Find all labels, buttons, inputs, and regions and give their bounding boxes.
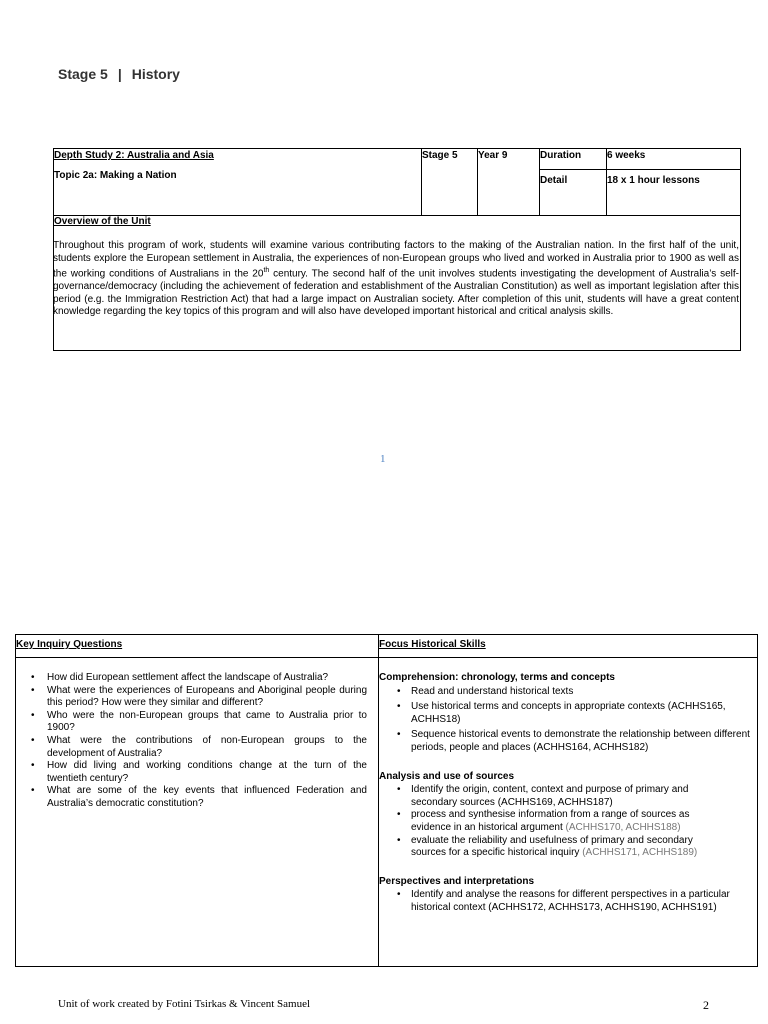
depth-study-title: Depth Study 2: Australia and Asia xyxy=(54,150,214,161)
list-item: • Sequence historical events to demonstrate the relationship between different periods, people and places (ACHHS164, ACHHS182) xyxy=(379,729,757,754)
perspectives-heading: Perspectives and interpretations xyxy=(379,875,535,887)
perspectives-list xyxy=(379,889,757,914)
overview-superscript: th xyxy=(263,267,270,275)
table-divider-duration xyxy=(539,169,741,170)
page-header xyxy=(58,66,180,82)
list-item: • What are some of the key events that influenced Federation and Australia’s democratic constitution? xyxy=(15,785,367,810)
list-item xyxy=(379,809,757,834)
footer-credit: Unit of work created by Fotini Tsirkas & Vincent Samuel xyxy=(58,998,311,1010)
overview-text xyxy=(53,240,739,319)
table-border-right xyxy=(740,148,741,351)
table-border-bottom xyxy=(53,350,741,351)
list-item: • Use historical terms and concepts in appropriate contexts (ACHHS165, ACHHS18) xyxy=(379,701,757,726)
key-inquiry-heading: Key Inquiry Questions xyxy=(16,639,123,650)
list-item: • How did European settlement affect the landscape of Australia? xyxy=(15,672,367,685)
detail-label: Detail xyxy=(540,175,568,186)
stage-label: Stage 5 xyxy=(58,66,108,82)
topic-title: Topic 2a: Making a Nation xyxy=(54,170,177,181)
analysis-heading: Analysis and use of sources xyxy=(379,770,515,782)
page-number: 2 xyxy=(703,998,709,1012)
list-item: • Identify the origin, content, context and purpose of primary and secondary sources (ACHHS169, ACHHS187) xyxy=(379,784,757,809)
page-marker: 1 xyxy=(380,453,386,465)
list-item: • What were the contributions of non-European groups to the development of Australia? xyxy=(15,735,367,760)
analysis-item-text: evaluate the reliability and usefulness of primary and secondary sources for a specific historical inquiry xyxy=(411,834,693,859)
table-border-right xyxy=(757,634,758,967)
table-border-top xyxy=(15,634,758,635)
list-item: • What were the experiences of Europeans and Aboriginal people during this period? How were they similar and different? xyxy=(15,685,367,710)
list-item: • Who were the non-European groups that came to Australia prior to 1900? xyxy=(15,710,367,735)
list-item xyxy=(379,835,757,860)
overview-heading: Overview of the Unit xyxy=(54,216,151,227)
stage-cell: Stage 5 xyxy=(422,150,458,161)
header-separator: | xyxy=(117,66,122,82)
list-item: • How did living and working conditions change at the turn of the twentieth century? xyxy=(15,760,367,785)
overview-part-1: Throughout this program of work, students will examine various contributing factors to the making of the Australian nation. In the first half of the unit, students explore the European settlement in Australia, the experiences of non-European groups who lived and worked in Australia prior to 1900 as well as the working conditions of Australians in the 20 xyxy=(53,240,739,280)
analysis-item-text: process and synthesise information from a range of sources as evidence in an historical argument xyxy=(411,809,690,833)
analysis-item-codes: (ACHHS171, ACHHS189) xyxy=(582,847,698,859)
subject-label: History xyxy=(131,66,180,82)
list-item: • Identify and analyse the reasons for different perspectives in a particular historical context (ACHHS172, ACHHS173, ACHHS190, ACHHS191) xyxy=(379,889,757,914)
inquiry-questions-list xyxy=(15,672,367,811)
table-divider-overview xyxy=(53,215,741,216)
table-border-top xyxy=(53,148,741,149)
inquiry-skills-table xyxy=(15,634,758,967)
year-cell: Year 9 xyxy=(478,150,508,161)
comprehension-heading: Comprehension: chronology, terms and concepts xyxy=(379,672,615,683)
analysis-item-codes: (ACHHS170, ACHHS188) xyxy=(565,821,681,833)
analysis-list xyxy=(379,784,757,860)
comprehension-list xyxy=(379,686,757,755)
overview-part-2: century. The second half of the unit involves students investigating the development of Australia’s self-governance/democracy (including the achievement of federation and establishment of the Australian Constitution) as well as important legislation after this period (e.g. the Immigration Restriction Act) that had a large impact on Australian society. After completion of this unit, students will have a great content knowledge regarding the key topics of this program and will also have developed important historical and critical analysis skills. xyxy=(53,268,739,318)
focus-skills-heading: Focus Historical Skills xyxy=(379,639,486,650)
table-header-divider xyxy=(15,657,758,658)
duration-label: Duration xyxy=(540,150,582,161)
duration-value: 6 weeks xyxy=(607,150,646,161)
skills-column xyxy=(379,672,757,915)
unit-info-table xyxy=(53,148,741,351)
detail-value: 18 x 1 hour lessons xyxy=(607,175,700,186)
table-border-bottom xyxy=(15,966,758,967)
list-item: • Read and understand historical texts xyxy=(379,686,757,699)
